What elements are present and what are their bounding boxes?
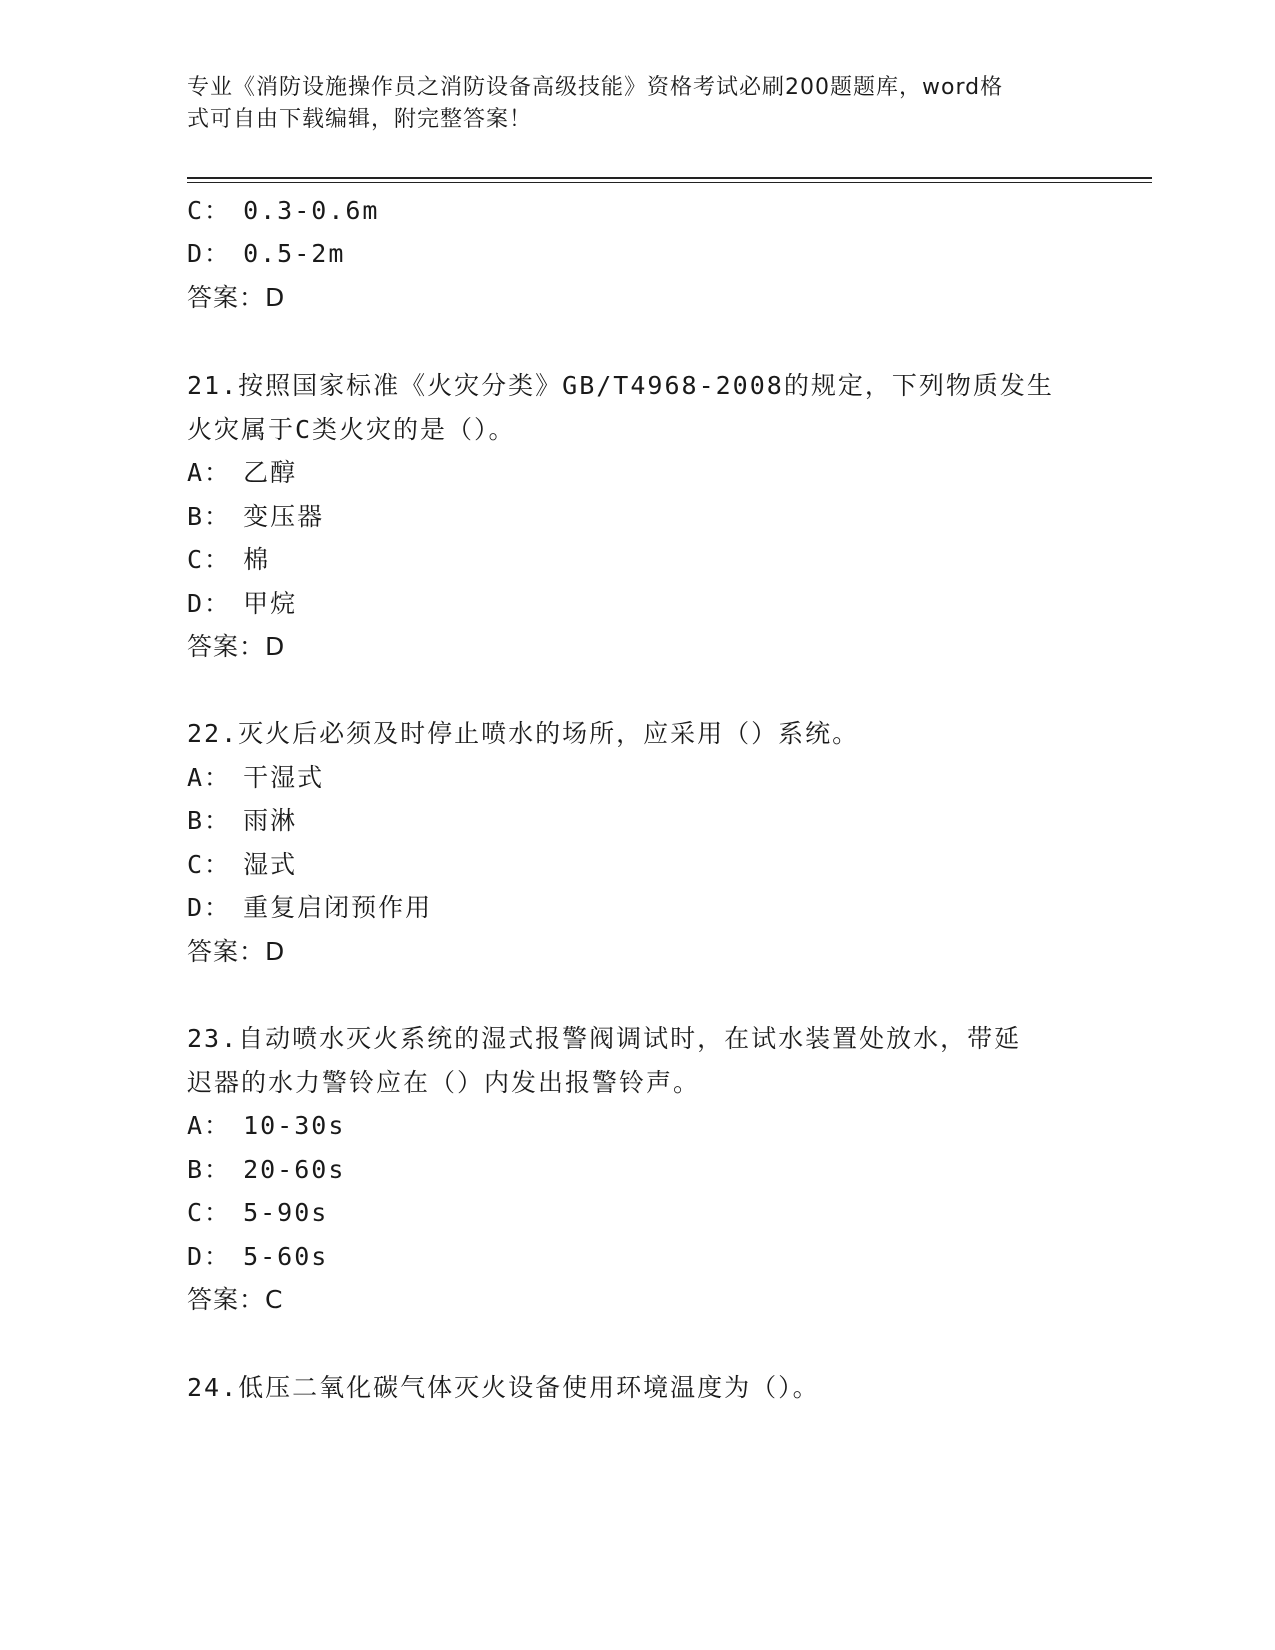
question-number: 24. bbox=[187, 1373, 239, 1402]
question-text: 火灾属于C类火灾的是（）。 bbox=[187, 415, 516, 444]
answer-label: 答案： bbox=[187, 283, 266, 312]
question-text-line bbox=[187, 414, 516, 446]
option-label: C： bbox=[187, 1198, 232, 1227]
option-label: B： bbox=[187, 806, 232, 835]
option-label: D： bbox=[187, 239, 232, 268]
option-text: 甲烷 bbox=[243, 589, 298, 618]
option-label: C： bbox=[187, 196, 232, 225]
option-label: A： bbox=[187, 1111, 232, 1140]
option-text: 0.5-2m bbox=[243, 239, 346, 268]
answer-value: D bbox=[265, 283, 286, 312]
option-label: C： bbox=[187, 545, 232, 574]
option-line bbox=[187, 805, 297, 837]
answer-line bbox=[187, 282, 285, 314]
answer-line bbox=[187, 936, 285, 968]
option-line bbox=[187, 588, 297, 620]
option-line bbox=[187, 892, 432, 924]
header-divider-thin bbox=[187, 182, 1152, 183]
question-text-line bbox=[187, 718, 859, 750]
option-line bbox=[187, 849, 297, 881]
option-text: 湿式 bbox=[243, 850, 298, 879]
option-label: D： bbox=[187, 893, 232, 922]
option-text: 乙醇 bbox=[243, 458, 298, 487]
option-line bbox=[187, 544, 270, 576]
option-text: 重复启闭预作用 bbox=[243, 893, 433, 922]
option-line bbox=[187, 1241, 328, 1273]
question-text-line bbox=[187, 1023, 1021, 1055]
answer-line bbox=[187, 631, 285, 663]
option-line bbox=[187, 195, 379, 227]
question-text: 灭火后必须及时停止喷水的场所，应采用（）系统。 bbox=[238, 719, 860, 748]
option-line bbox=[187, 762, 324, 794]
question-text-line bbox=[187, 1372, 820, 1404]
answer-value: D bbox=[265, 632, 286, 661]
option-label: B： bbox=[187, 502, 232, 531]
document-header bbox=[187, 72, 1087, 136]
header-divider-thick bbox=[187, 177, 1152, 179]
question-text-line bbox=[187, 1067, 700, 1099]
option-line bbox=[187, 238, 345, 270]
question-number: 23. bbox=[187, 1024, 239, 1053]
answer-value: C bbox=[265, 1285, 284, 1314]
option-text: 5-60s bbox=[243, 1242, 329, 1271]
answer-value: D bbox=[265, 937, 286, 966]
option-line bbox=[187, 1154, 345, 1186]
question-text: 按照国家标准《火灾分类》GB/T4968-2008的规定，下列物质发生 bbox=[238, 371, 1054, 400]
option-text: 变压器 bbox=[243, 502, 325, 531]
option-label: D： bbox=[187, 589, 232, 618]
option-label: C： bbox=[187, 850, 232, 879]
option-label: A： bbox=[187, 458, 232, 487]
option-line bbox=[187, 501, 324, 533]
option-line bbox=[187, 1197, 328, 1229]
option-text: 雨淋 bbox=[243, 806, 298, 835]
option-line bbox=[187, 1110, 345, 1142]
option-line bbox=[187, 457, 297, 489]
question-text: 低压二氧化碳气体灭火设备使用环境温度为（）。 bbox=[238, 1373, 820, 1402]
option-text: 0.3-0.6m bbox=[243, 196, 380, 225]
question-number: 21. bbox=[187, 371, 239, 400]
option-text: 20-60s bbox=[243, 1155, 346, 1184]
option-label: D： bbox=[187, 1242, 232, 1271]
answer-label: 答案： bbox=[187, 1285, 266, 1314]
question-text-line bbox=[187, 370, 1054, 402]
option-label: A： bbox=[187, 763, 232, 792]
question-text: 自动喷水灭火系统的湿式报警阀调试时，在试水装置处放水，带延 bbox=[238, 1024, 1022, 1053]
answer-label: 答案： bbox=[187, 632, 266, 661]
option-text: 5-90s bbox=[243, 1198, 329, 1227]
option-text: 棉 bbox=[243, 545, 271, 574]
question-number: 22. bbox=[187, 719, 239, 748]
option-text: 干湿式 bbox=[243, 763, 325, 792]
option-label: B： bbox=[187, 1155, 232, 1184]
question-text: 迟器的水力警铃应在（）内发出报警铃声。 bbox=[187, 1068, 701, 1097]
header-line-1: 专业《消防设施操作员之消防设备高级技能》资格考试必刷200题题库，word格 bbox=[187, 75, 1004, 100]
option-text: 10-30s bbox=[243, 1111, 346, 1140]
answer-label: 答案： bbox=[187, 937, 266, 966]
header-line-2: 式可自由下载编辑，附完整答案！ bbox=[187, 107, 533, 132]
answer-line bbox=[187, 1284, 283, 1316]
